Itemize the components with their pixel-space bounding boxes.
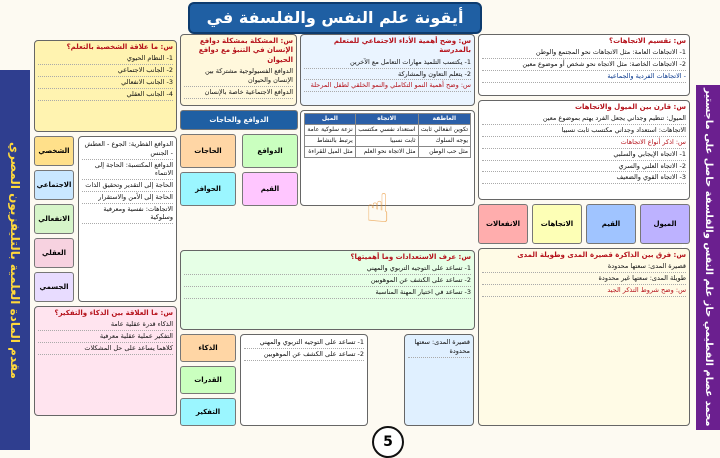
page-header: أيقونة علم النفس والفلسفة في	[188, 2, 482, 34]
right-label: القيم	[586, 204, 636, 244]
left-label: الاجتماعي	[34, 170, 74, 200]
middle-label: الحوافز	[180, 172, 236, 206]
middle-row: الدوافع المكتسبة: الحاجة إلى الانتماء	[82, 160, 173, 181]
bottom-right-row: قصيرة المدى: سعتها محدودة	[482, 261, 686, 273]
left-column-item: 4- الجانب العقلي	[38, 89, 173, 101]
bottom-center-row: 1- تساعد على التوجيه التربوي والمهني	[184, 263, 471, 275]
bottom-right-row: س: وضح شروط التذكر الجيد	[482, 285, 686, 297]
table-row	[305, 136, 471, 147]
bottom-extra-box	[404, 334, 474, 426]
top-center-question-1: س: وضح أهمية الأداء الاجتماعي للمتعلم بالمدرسة	[333, 37, 471, 55]
bottom-middle-box	[240, 334, 368, 426]
table-cell: يرتبط بالنشاط	[305, 136, 356, 147]
top-left-answer-2: الدوافع الاجتماعية خاصة بالإنسان	[184, 87, 293, 99]
table-row	[305, 147, 471, 158]
right-row: 2- الاتجاه العلني والسري	[482, 161, 686, 173]
bottom-left-label: القدرات	[180, 366, 236, 394]
table-cell: مثل حب الوطن	[418, 147, 470, 158]
left-label: العقلي	[34, 238, 74, 268]
left-label: الشخصي	[34, 136, 74, 166]
bottom-center-box	[180, 250, 475, 330]
middle-row: الحاجة إلى الأمن والاستقرار	[82, 192, 173, 204]
table-cell: تكوين انفعالي ثابت	[418, 125, 470, 136]
top-center-answer-2: 2- يتعلم التعاون والمشاركة	[304, 69, 471, 81]
bottom-middle-row: 2- تساعد على الكشف عن الموهوبين	[244, 349, 364, 361]
right-column-box	[478, 100, 690, 200]
left-label: الجسمي	[34, 272, 74, 302]
bottom-left-label: التفكير	[180, 398, 236, 426]
right-label: الاتجاهات	[532, 204, 582, 244]
right-row: س: اذكر أنواع الاتجاهات	[482, 137, 686, 149]
left-column-item: 3- الجانب الانفعالي	[38, 77, 173, 89]
hand-icon: ☝	[365, 186, 390, 232]
middle-title-box: الدوافع والحاجات	[180, 110, 298, 130]
top-right-answer-1: 1- الاتجاهات العامة: مثل الاتجاهات نحو المجتمع والوطن	[482, 47, 686, 59]
middle-row: الاتجاهات: نفسية ومعرفية وسلوكية	[82, 204, 173, 225]
top-left-question: س: المشكلة بمشكلة دوافع الإنسان في التنبؤ مع دوافع الحيوان	[198, 37, 293, 64]
middle-label: الدوافع	[242, 134, 298, 168]
left-label: الانفعالي	[34, 204, 74, 234]
top-left-answer-1: الدوافع الفسيولوجية مشتركة بين الإنسان والحيوان	[184, 66, 293, 87]
left-sidebar-banner: مقدم المادة العلمية بالتليفزيون المصري	[0, 70, 30, 450]
table-cell: يوجه السلوك	[418, 136, 470, 147]
top-left-box	[180, 34, 297, 106]
top-right-answer-2: 2- الاتجاهات الخاصة: مثل الاتجاه نحو شخص أو موضوع معين	[482, 59, 686, 71]
left-column-item: 1- النظام الحيوي	[38, 53, 173, 65]
top-center-answer-1: 1- يكتسب التلميذ مهارات التعامل مع الآخرين	[304, 57, 471, 69]
bottom-right-row: طويلة المدى: سعتها غير محدودة	[482, 273, 686, 285]
table-header: العاطفة	[418, 114, 470, 125]
bottom-right-box	[478, 248, 690, 426]
middle-row: الدوافع الفطرية: الجوع - العطش - الجنس	[82, 139, 173, 160]
table-header: الميل	[305, 114, 356, 125]
table-cell: نزعة سلوكية عامة	[305, 125, 356, 136]
right-label: الانفعالات	[478, 204, 528, 244]
bottom-left-row: الذكاء قدرة عقلية عامة	[38, 319, 173, 331]
table-row	[305, 125, 471, 136]
bottom-center-row: 2- تساعد على الكشف عن الموهوبين	[184, 275, 471, 287]
bottom-left-box	[34, 306, 177, 416]
left-column-item: 2- الجانب الاجتماعي	[38, 65, 173, 77]
right-sidebar-banner: محمد عصام الفطيمي حاز علم النفس والفلسفة حاصل على ماجستير	[696, 85, 720, 430]
middle-label: الحاجات	[180, 134, 236, 168]
bottom-center-title: س: عرف الاستعدادات وما أهميتها؟	[350, 253, 471, 261]
bottom-center-row: 3- تساعد في اختيار المهنة المناسبة	[184, 287, 471, 299]
comparison-table	[304, 113, 471, 158]
table-header: الاتجاه	[355, 114, 418, 125]
bottom-left-label: الذكاء	[180, 334, 236, 362]
bottom-left-title: س: ما العلاقة بين الذكاء والتفكير؟	[54, 309, 173, 317]
table-cell: ثابت نسبيا	[355, 136, 418, 147]
bottom-middle-row: 1- تساعد على التوجيه التربوي والمهني	[244, 337, 364, 349]
top-right-box	[478, 34, 690, 96]
top-right-question: س: تقسيم الاتجاهات؟	[609, 37, 686, 45]
middle-row: الحاجة إلى التقدير وتحقيق الذات	[82, 180, 173, 192]
right-row: 1- الاتجاه الإيجابي والسلبي	[482, 149, 686, 161]
bottom-right-title: س: فرق بين الذاكرة قصيرة المدى وطويلة المدى	[517, 251, 686, 259]
table-cell: مثل الاتجاه نحو العلم	[355, 147, 418, 158]
top-right-answer-3: - الاتجاهات الفردية والجماعية	[482, 71, 686, 83]
bottom-left-row: كلاهما يساعد على حل المشكلات	[38, 343, 173, 355]
bottom-left-row: التفكير عملية عقلية معرفية	[38, 331, 173, 343]
right-row: الاتجاهات: استعداد وجداني مكتسب ثابت نسبيا	[482, 125, 686, 137]
page-number: 5	[372, 426, 404, 458]
right-label: الميول	[640, 204, 690, 244]
bottom-extra-row: قصيرة المدى: سعتها محدودة	[408, 337, 470, 358]
top-center-question-2: س: وضح أهمية النمو التكاملي والنمو الخلقي لطفل المرحلة	[304, 80, 471, 92]
right-column-title: س: قارن بين الميول والاتجاهات	[574, 103, 686, 111]
right-row: 3- الاتجاه القوي والضعيف	[482, 172, 686, 184]
middle-label: القيم	[242, 172, 298, 206]
left-detail-box	[78, 136, 177, 302]
table-cell: مثل الميل للقراءة	[305, 147, 356, 158]
left-column-title: س: ما علاقة الشخصية بالتعلم؟	[66, 43, 173, 51]
right-row: الميول: تنظيم وجداني يجعل الفرد يهتم بموضوع معين	[482, 113, 686, 125]
top-center-box	[300, 34, 475, 106]
left-column-box	[34, 40, 177, 132]
table-cell: استعداد نفسي مكتسب	[355, 125, 418, 136]
